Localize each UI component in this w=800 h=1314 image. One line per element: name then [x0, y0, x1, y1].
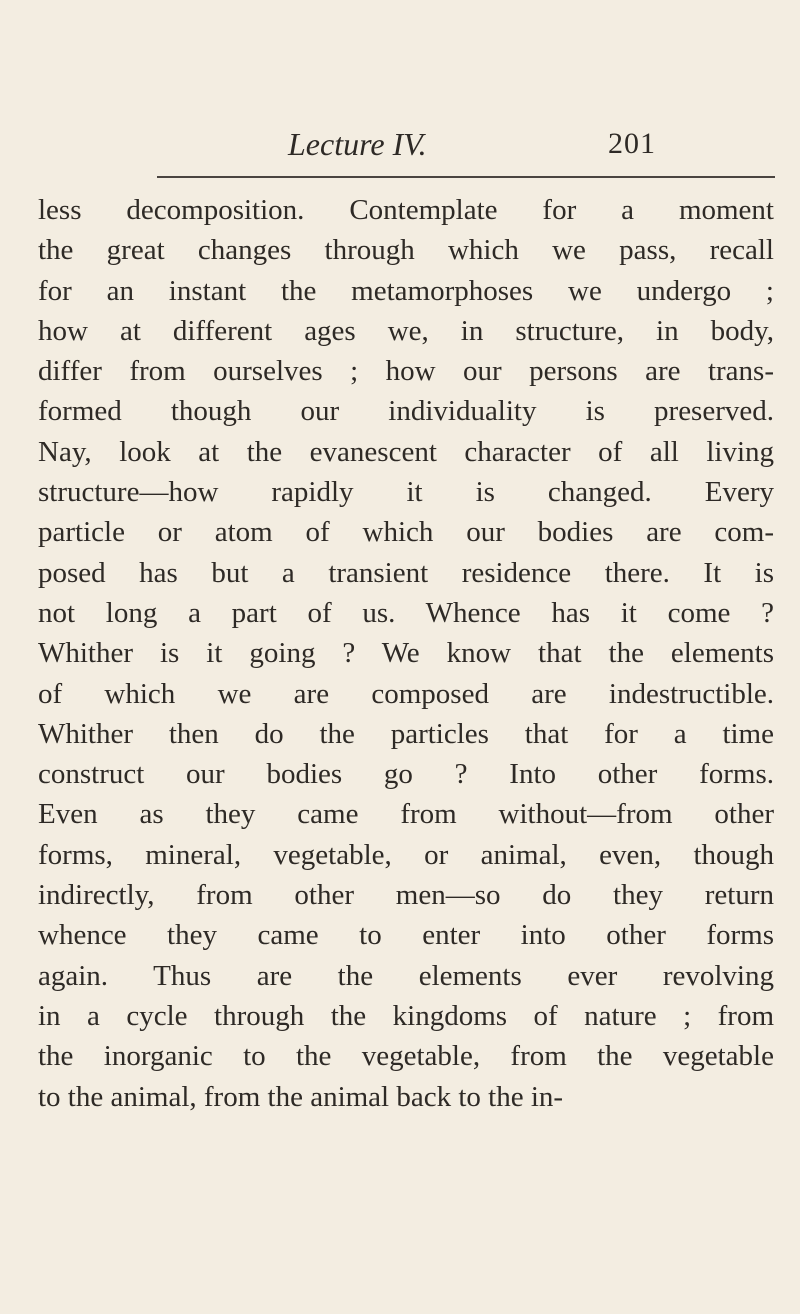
text-line: construct our bodies go ? Into other forms. — [38, 758, 774, 791]
running-head — [148, 124, 656, 164]
page-number: 201 — [608, 127, 656, 160]
text-line: formed though our individuality is preserved. — [38, 395, 774, 428]
text-line: in a cycle through the kingdoms of nature ; from — [38, 999, 774, 1032]
text-line: the great changes through which we pass, recall — [38, 234, 774, 267]
text-line: not long a part of us. Whence has it come ? — [38, 596, 774, 629]
text-line: less decomposition. Contemplate for a moment — [38, 194, 774, 226]
text-line: Even as they came from without—from other — [38, 798, 774, 831]
text-line: of which we are composed are indestructible. — [38, 677, 774, 710]
body-text — [38, 190, 774, 1117]
text-line: structure—how rapidly it is changed. Every — [38, 476, 774, 509]
text-line: forms, mineral, vegetable, or animal, even, though — [38, 838, 774, 871]
text-line: Whither then do the particles that for a time — [38, 717, 774, 750]
text-line: again. Thus are the elements ever revolving — [38, 959, 774, 992]
text-line: for an instant the metamorphoses we undergo ; — [38, 274, 774, 307]
text-line: to the animal, from the animal back to the in- — [38, 1080, 564, 1113]
text-line: how at different ages we, in structure, in body, — [38, 314, 774, 347]
text-line: indirectly, from other men—so do they return — [38, 879, 774, 912]
text-line: particle or atom of which our bodies are com- — [38, 516, 774, 549]
running-title: Lecture IV. — [288, 126, 427, 162]
text-line: the inorganic to the vegetable, from the vegetable — [38, 1040, 774, 1073]
header-rule — [157, 176, 775, 178]
text-line: posed has but a transient residence there. It is — [38, 556, 774, 589]
text-line: Whither is it going ? We know that the elements — [38, 637, 774, 670]
text-line: differ from ourselves ; how our persons are trans- — [38, 355, 774, 388]
text-line: whence they came to enter into other forms — [38, 919, 774, 952]
text-line: Nay, look at the evanescent character of all living — [38, 435, 774, 468]
